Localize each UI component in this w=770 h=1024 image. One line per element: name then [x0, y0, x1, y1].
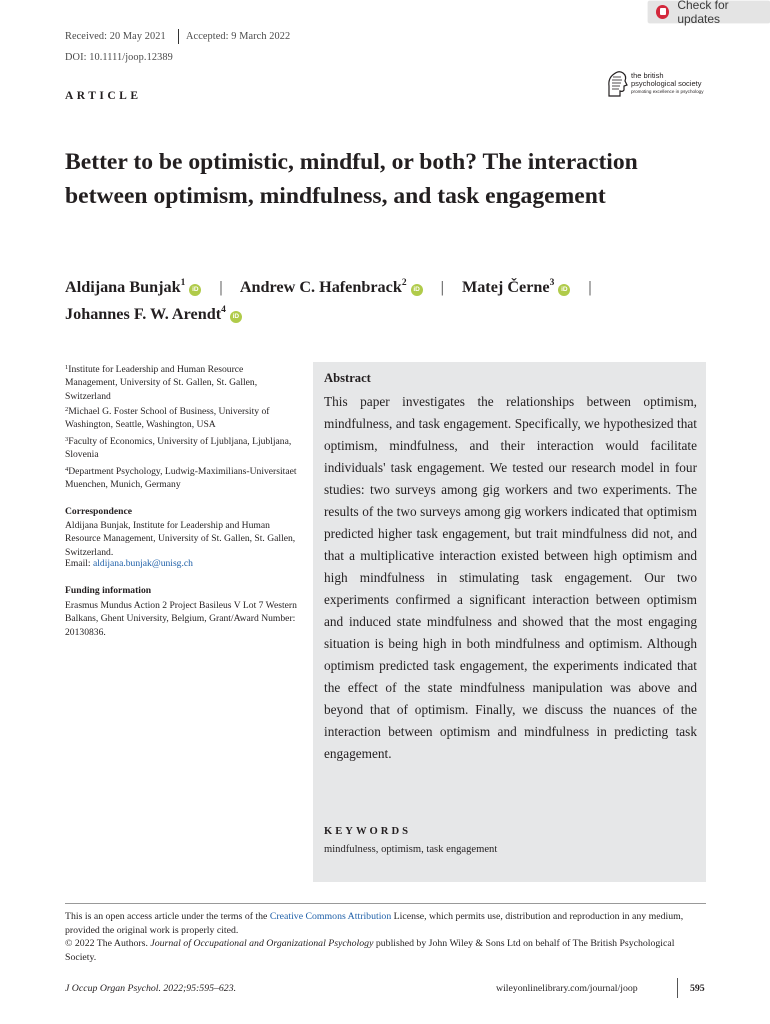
affiliation-2: $^2$Michael G. Foster School of Business, University of Washington, Seattle, Washington, USA [65, 406, 270, 431]
author-1[interactable]: Aldijana Bunjak$^1$ [65, 278, 186, 296]
bps-logo-text: the british psychological society promoting excellence in psychology [631, 71, 704, 94]
author-2[interactable]: Andrew C. Hafenbrack$^2$ [239, 278, 407, 296]
correspondence-email-line [65, 558, 193, 569]
check-for-updates-button[interactable] [648, 0, 770, 26]
cc-license-link[interactable]: Creative Commons Attribution [269, 911, 392, 922]
correspondence-heading: Correspondence [65, 506, 132, 517]
journal-citation: J Occup Organ Psychol. 2022;95:595–623. [65, 983, 237, 994]
doi: DOI: 10.1111/joop.12389 [65, 52, 173, 63]
crossmark-icon [656, 5, 669, 19]
keywords-heading: KEYWORDS [324, 826, 411, 837]
author-separator: | [440, 278, 444, 296]
page-number-divider [677, 978, 678, 998]
author-3[interactable]: Matej Černe$^3$ [461, 278, 555, 296]
paper-title: Better to be optimistic, mindful, or both? The interaction between optimism, mindfulness, and task engagement [65, 149, 638, 209]
abstract-box [313, 362, 706, 882]
orcid-icon[interactable]: iD [189, 284, 201, 296]
funding-heading: Funding information [65, 585, 152, 596]
check-for-updates-label: Check for updates [677, 0, 729, 26]
bps-logo [606, 68, 716, 102]
keywords-list: mindfulness, optimism, task engagement [324, 844, 498, 855]
bps-logo-icon [606, 68, 628, 98]
author-separator: | [588, 278, 592, 296]
journal-name: Journal of Occupational and Organizational Psychology [150, 938, 374, 950]
affiliation-1: $^1$Institute for Leadership and Human Resource Management, University of St. Gallen, St. Gallen, Switzerland [65, 364, 258, 402]
email-link[interactable]: aldijana.bunjak@unisg.ch [92, 558, 193, 569]
funding-text: Erasmus Mundus Action 2 Project Basileus V Lot 7 Western Balkans, Ghent University, Belgium, Grant/Award Number: 20130836. [65, 600, 297, 638]
affiliation-4: $^4$Department Psychology, Ludwig-Maximilians-Universitaet Muenchen, Munich, Germany [65, 466, 297, 491]
author-list-line-2 [65, 305, 242, 324]
author-4[interactable]: Johannes F. W. Arendt$^4$ [65, 305, 226, 323]
received-date: Received: 20 May 2021 [65, 31, 166, 42]
orcid-icon[interactable]: iD [558, 284, 570, 296]
email-label: Email: [65, 558, 91, 569]
page-number: 595 [690, 983, 705, 994]
license-note: This is an open access article under the terms of the Creative Commons Attribution License, which permits use, distribution and reproduction in any medium, provided the original work is properly cited. © 2022 The Authors. Journal of Occupational and Organizational Psychology published by John Wiley & Sons Ltd on behalf of The British Psychological Society. [65, 911, 684, 963]
author-list-line-1 [65, 278, 606, 297]
meta-divider [178, 29, 179, 44]
orcid-icon[interactable]: iD [230, 311, 242, 323]
abstract-heading: Abstract [324, 371, 371, 385]
abstract-text: This paper investigates the relationships between optimism, mindfulness, and task engagement. Specifically, we hypothesized that optimism, mindfulness, and their interaction would facilitate individuals' task engagement. We tested our research model in four studies: two surveys among gig workers and two experiments. The results of the two surveys among gig workers indicated that optimism predicted higher task engagement, but trait mindfulness did not, and that a multiplicative interaction existed between high optimism and high mindfulness in stimulating task engagement. Our two experiments confirmed a significant interaction between optimism and induced state mindfulness and showed that the most engaging situation is being high in both mindfulness and optimism. Although optimism predicted task engagement, the experiments indicated that the effect of the state mindfulness manipulation was above and beyond that of optimism. Finally, we discuss the nuances of the interaction between optimism and mindfulness in predicting task engagement. [324, 394, 697, 761]
journal-url[interactable]: wileyonlinelibrary.com/journal/joop [496, 983, 638, 994]
footer-divider [65, 903, 706, 904]
orcid-icon[interactable]: iD [411, 284, 423, 296]
affiliation-3: $^3$Faculty of Economics, University of Ljubljana, Ljubljana, Slovenia [65, 436, 292, 461]
correspondence-text: Aldijana Bunjak, Institute for Leadership and Human Resource Management, University of St. Gallen, St. Gallen, Switzerland. [65, 520, 296, 558]
accepted-date: Accepted: 9 March 2022 [186, 31, 291, 42]
author-separator: | [219, 278, 223, 296]
article-type-label: ARTICLE [65, 90, 142, 102]
